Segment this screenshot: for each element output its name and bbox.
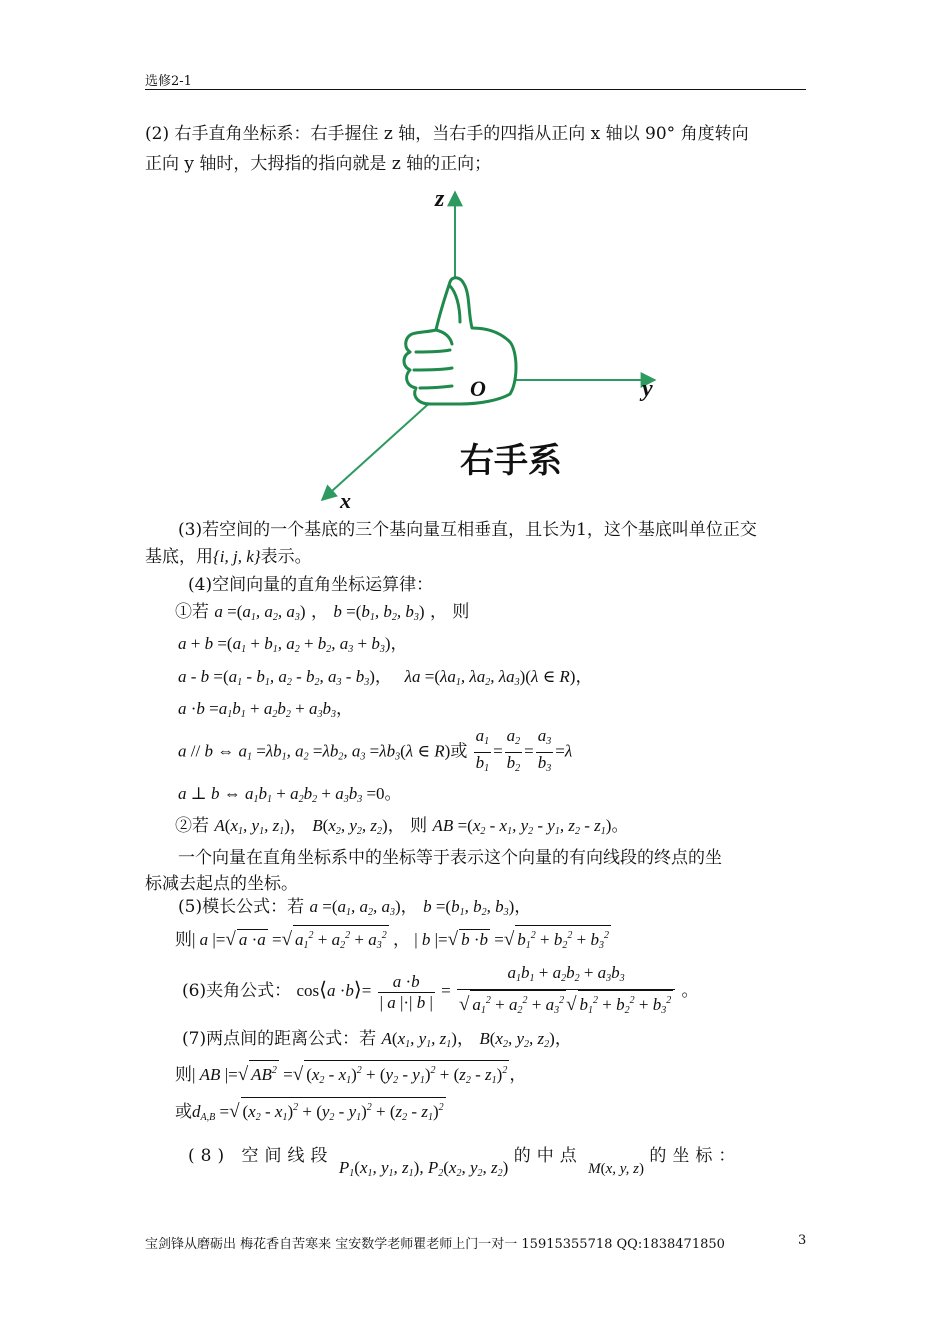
formula-vector-from-points: ②若 $A(x_1$, $y_1$, $z_1$)， $B(x_2$, $y_2$, $z_2$)， 则 AB $=(x_2 - x_1$, $y_2 - y_1$, $z_2 - z_1$)。 bbox=[175, 816, 629, 837]
formula-distance-d: 或$d_{A,B}$ =√ $(x_2 - x_1)^2 + (y_2 - y_1)^2 + (z_2 - z_1)^2$ bbox=[175, 1097, 446, 1133]
figure-caption: 右手系 bbox=[460, 441, 562, 481]
header-rule bbox=[145, 89, 806, 90]
thumbs-up-hand-icon bbox=[404, 278, 516, 404]
section-4-title: (4)空间向量的直角坐标运算律： bbox=[188, 575, 434, 595]
formula-perpendicular: a ⊥ b ⇔ $a_1b_1 + a_2b_2 + a_3b_3 =0$。 bbox=[178, 784, 402, 805]
section-8-title: (8) 空间线段 $P_1(x_1$, $y_1$, $z_1$), $P_2(x_2$, $y_2$, $z_2$) 的中点 M(x, y, z) 的坐标： bbox=[188, 1146, 742, 1179]
formula-sum: $a + b =(a_1 + b_1$, $a_2 + b_2$, $a_3 + b_3$)， bbox=[178, 634, 408, 655]
y-axis-label: y bbox=[642, 376, 653, 402]
para-orthonormal-basis-line1: (3)若空间的一个基底的三个基向量互相垂直，且长为1，这个基底叫单位正交 bbox=[178, 520, 757, 540]
formula-vectors-a-b: ①若 $a =(a_1$, $a_2$, $a_3$) ， $b =(b_1$, $b_2$, $b_3$) ， 则 bbox=[175, 602, 470, 623]
page-number: 3 bbox=[798, 1233, 807, 1248]
para-right-hand-system-line1: (2) 右手直角坐标系：右手握住 z 轴，当右手的四指从正向 x 轴以 90° 角度转向 bbox=[145, 124, 749, 144]
formula-parallel: a // b ⇔ $a_1 =\lambda b_1$, $a_2 =\lambda b_2$, $a_3 =\lambda b_3(\lambda$ ∈ R)或 $\frac{a_1}{b_1}$ = $\frac{a_2}{b_2}$ = $\frac{a_3}{b_3}$ =λ bbox=[178, 726, 573, 774]
formula-angle: (6)夹角公式： cos⟨a ·b⟩= $\frac{a \cdot b}{| a |\cdot| b |}$ = $\frac{a_1b_1 + a_2b_2 + a_3b_3}{√ a_1^2 + a_2^2 + a_3^2 √ b_1^2 + b_2^2 + b_3^2}$ 。 bbox=[182, 963, 698, 1021]
para-right-hand-system-line2: 正向 y 轴时，大拇指的指向就是 z 轴的正向； bbox=[145, 154, 492, 174]
formula-distance-vector: 则| AB |=√ $AB^2$ =√ $(x_2 - x_1)^2 + (y_2 - y_1)^2 + (z_2 - z_1)^2$ ， bbox=[175, 1060, 526, 1091]
para-coordinate-remark-line2: 标减去起点的坐标。 bbox=[145, 874, 298, 894]
right-hand-system-figure bbox=[300, 182, 680, 512]
x-axis-label: x bbox=[340, 488, 351, 512]
para-coordinate-remark-line1: 一个向量在直角坐标系中的坐标等于表示这个向量的有向线段的终点的坐 bbox=[178, 848, 722, 868]
page-footer: 宝剑锋从磨砺出 梅花香自苦寒来 宝安数学老师瞿老师上门一对一 15915355718 QQ:1838471850 bbox=[145, 1237, 725, 1252]
origin-label: O bbox=[470, 376, 486, 401]
section-7-title: (7)两点间的距离公式：若 $A(x_1$, $y_1$, $z_1$)， $B(x_2$, $y_2$, $z_2$)， bbox=[182, 1029, 572, 1050]
z-axis-label: z bbox=[435, 186, 445, 212]
section-5-title: (5)模长公式：若 $a =(a_1$, $a_2$, $a_3$)， $b =(b_1$, $b_2$, $b_3$)， bbox=[178, 897, 532, 918]
formula-difference-scalar: $a - b =(a_1 - b_1$, $a_2 - b_2$, $a_3 - b_3$)， $\lambda a =(\lambda a_1$, $\lambda a_2$, $\lambda a_3)(\lambda$ ∈ R)， bbox=[178, 667, 593, 688]
formula-dot-product: $a \cdot b =a_1b_1 + a_2b_2 + a_3b_3$， bbox=[178, 699, 353, 720]
formula-modulus: 则| a |=√ a ·a =√ $a_1^2 + a_2^2 + a_3^2$ ， | b |=√ b ·b =√ $b_1^2 + b_2^2 + b_3^2$ bbox=[175, 925, 611, 956]
para-orthonormal-basis-line2: 基底，用{i, j, k}表示。 bbox=[145, 547, 312, 567]
page-header: 选修2-1 bbox=[145, 74, 192, 89]
